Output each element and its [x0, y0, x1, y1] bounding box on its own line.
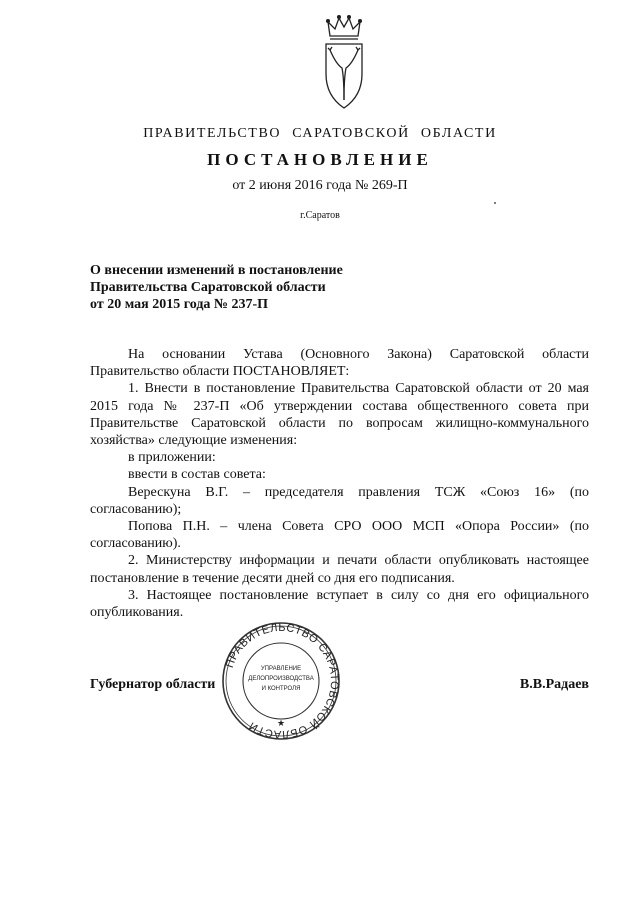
- scan-speck: [494, 202, 496, 204]
- stamp-inner-text: ДЕЛОПРОИЗВОДСТВА: [248, 676, 314, 682]
- body-paragraph: в приложении:: [128, 450, 216, 466]
- official-stamp-icon: [220, 620, 342, 742]
- coat-of-arms-icon: [318, 12, 370, 112]
- body-paragraph: 3. Настоящее постановление вступает в силу со дня его официального опубликования.: [90, 587, 589, 621]
- signatory-name: В.В.Радаев: [519, 677, 589, 692]
- stamp-star-icon: ★: [276, 719, 286, 729]
- document-subject: [90, 262, 510, 313]
- document-body: [90, 346, 589, 621]
- subject-line: Правительства Саратовской области: [90, 280, 326, 295]
- stamp-outer-text: ПРАВИТЕЛЬСТВО САРАТОВСКОЙ ОБЛАСТИ: [223, 621, 341, 741]
- subject-line: О внесении изменений в постановление: [90, 263, 343, 278]
- document-date-number: от 2 июня 2016 года № 269-П: [232, 178, 408, 193]
- signatory-position: Губернатор области: [90, 677, 216, 692]
- body-paragraph: На основании Устава (Основного Закона) Саратовской области Правительство области ПОСТАНОВЛЯЕТ:: [90, 347, 589, 380]
- body-paragraph: ввести в состав совета:: [128, 467, 266, 483]
- document-city: г.Саратов: [300, 210, 340, 221]
- document-type: ПОСТАНОВЛЕНИЕ: [207, 150, 433, 169]
- government-name: ПРАВИТЕЛЬСТВО САРАТОВСКОЙ ОБЛАСТИ: [143, 126, 497, 141]
- subject-line: от 20 мая 2015 года № 237-П: [90, 297, 269, 312]
- stamp-inner-text: УПРАВЛЕНИЕ: [260, 666, 302, 672]
- body-paragraph: Попова П.Н. – члена Совета СРО ООО МСП «Опора России» (по согласованию).: [90, 519, 589, 552]
- stamp-inner-text: И КОНТРОЛЯ: [261, 686, 301, 692]
- body-paragraph: 1. Внести в постановление Правительства Саратовской области от 20 мая 2015 года № 237-П «Об утверждении состава общественного совета при Правительстве Саратовской области по вопросам жилищно-коммунального хозяйства» следующие изменения:: [90, 381, 589, 449]
- body-paragraph: 2. Министерству информации и печати области опубликовать настоящее постановление в течение десяти дней со дня его подписания.: [90, 553, 589, 586]
- body-paragraph: Верескуна В.Г. – председателя правления ТСЖ «Союз 16» (по согласованию);: [90, 484, 589, 517]
